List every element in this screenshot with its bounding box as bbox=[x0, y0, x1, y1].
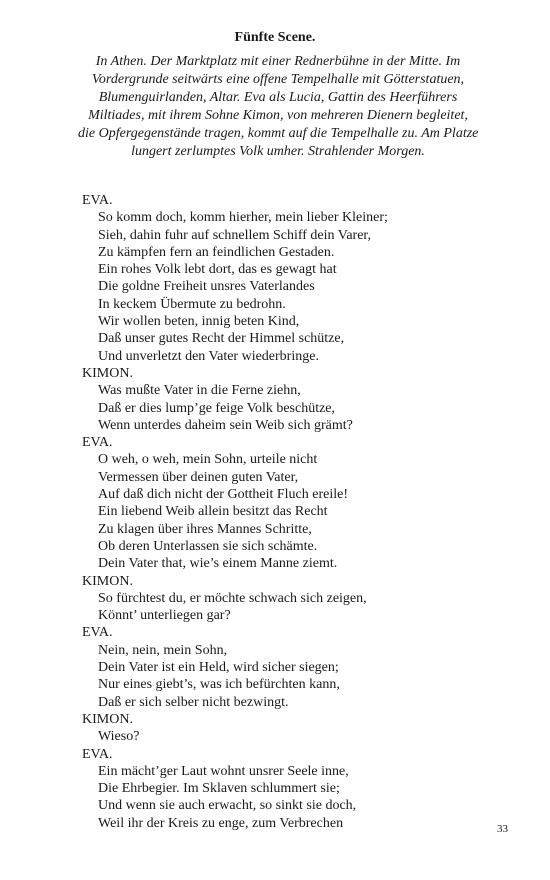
speech-block bbox=[82, 746, 522, 832]
verse-line: Daß er dies lump’ge feige Volk beschütze, bbox=[98, 400, 336, 416]
stage-direction-line: lungert zerlumptes Volk umher. Strahlender Morgen. bbox=[131, 144, 425, 159]
verse-line: Sieh, dahin fuhr auf schnellem Schiff dein Varer, bbox=[98, 227, 372, 243]
speaker-name: KIMON. bbox=[82, 711, 133, 727]
verse-line: Die Ehrbegier. Im Sklaven schlummert sie; bbox=[98, 781, 340, 797]
verse-line: Auf daß dich nicht der Gottheit Fluch ereile! bbox=[98, 487, 348, 503]
verse-line: Daß er sich selber nicht bezwingt. bbox=[98, 694, 289, 710]
verse-line: Ein rohes Volk lebt dort, das es gewagt hat bbox=[98, 262, 337, 278]
stage-direction bbox=[78, 53, 478, 161]
verse-line: So fürchtest du, er möchte schwach sich zeigen, bbox=[98, 590, 367, 606]
verse-line: Wieso? bbox=[98, 729, 140, 745]
verse-line: Weil ihr der Kreis zu enge, zum Verbrechen bbox=[98, 815, 344, 831]
verse-line: Ein liebend Weib allein besitzt das Recht bbox=[98, 504, 328, 520]
speaker-name: KIMON. bbox=[82, 573, 133, 589]
verse-line: Und wenn sie auch erwacht, so sinkt sie doch, bbox=[98, 798, 357, 814]
speech-block bbox=[82, 365, 522, 434]
verse-line: Nein, nein, mein Sohn, bbox=[98, 642, 228, 658]
verse-line: Könnt’ unterliegen gar? bbox=[98, 608, 231, 624]
verse-line: Ein mächt’ger Laut wohnt unsrer Seele inne, bbox=[98, 763, 349, 779]
verse-line: Und unverletzt den Vater wiederbringe. bbox=[98, 348, 319, 364]
speaker-name: EVA. bbox=[82, 625, 113, 641]
speech-block bbox=[82, 573, 522, 625]
verse-line: In keckem Übermute zu bedrohn. bbox=[98, 296, 286, 312]
verse-line: Zu klagen über ihres Mannes Schritte, bbox=[98, 521, 312, 537]
speech-block bbox=[82, 624, 522, 710]
speech-block bbox=[82, 711, 522, 746]
verse-line: Dein Vater that, wie’s einem Manne ziemt. bbox=[98, 556, 338, 572]
verse-line: Nur eines giebt’s, was ich befürchten kann, bbox=[98, 677, 340, 693]
speaker-name: KIMON. bbox=[82, 365, 133, 381]
verse-line: Vermessen über deinen guten Vater, bbox=[98, 469, 299, 485]
scene-title: Fünfte Scene. bbox=[234, 30, 316, 45]
page-number: 33 bbox=[497, 823, 508, 835]
verse-line: Daß unser gutes Recht der Himmel schütze, bbox=[98, 331, 345, 347]
verse-line: Dein Vater ist ein Held, wird sicher siegen; bbox=[98, 660, 339, 676]
stage-direction-line: Blumenguirlanden, Altar. Eva als Lucia, Gattin des Heerführers bbox=[98, 90, 458, 105]
stage-direction-line: die Opfergegenstände tragen, kommt auf die Tempelhalle zu. Am Platze bbox=[78, 126, 479, 141]
verse-line: Wenn unterdes daheim sein Weib sich grämt? bbox=[98, 417, 353, 433]
verse-line: Was mußte Vater in die Ferne ziehn, bbox=[98, 383, 301, 399]
verse-line: Ob deren Unterlassen sie sich schämte. bbox=[98, 538, 318, 554]
verse-line: So komm doch, komm hierher, mein lieber Kleiner; bbox=[98, 210, 388, 226]
verse-line: Zu kämpfen fern an feindlichen Gestaden. bbox=[98, 244, 335, 260]
speaker-name: EVA. bbox=[82, 435, 113, 451]
stage-direction-line: In Athen. Der Marktplatz mit einer Rednerbühne in der Mitte. Im bbox=[95, 54, 461, 69]
speaker-name: EVA. bbox=[82, 746, 113, 762]
verse-line: Die goldne Freiheit unsres Vaterlandes bbox=[98, 279, 315, 295]
speech-block bbox=[82, 192, 522, 365]
verse-line: O weh, o weh, mein Sohn, urteile nicht bbox=[98, 452, 318, 468]
speech-block bbox=[82, 434, 522, 572]
verse-line: Wir wollen beten, innig beten Kind, bbox=[98, 314, 300, 330]
stage-direction-line: Miltiades, mit ihrem Sohne Kimon, von mehreren Dienern begleitet, bbox=[88, 108, 468, 123]
stage-direction-line: Vordergrunde seitwärts eine offene Tempelhalle mit Götterstatuen, bbox=[91, 72, 465, 87]
dialogue bbox=[82, 192, 522, 832]
speaker-name: EVA. bbox=[82, 193, 113, 208]
